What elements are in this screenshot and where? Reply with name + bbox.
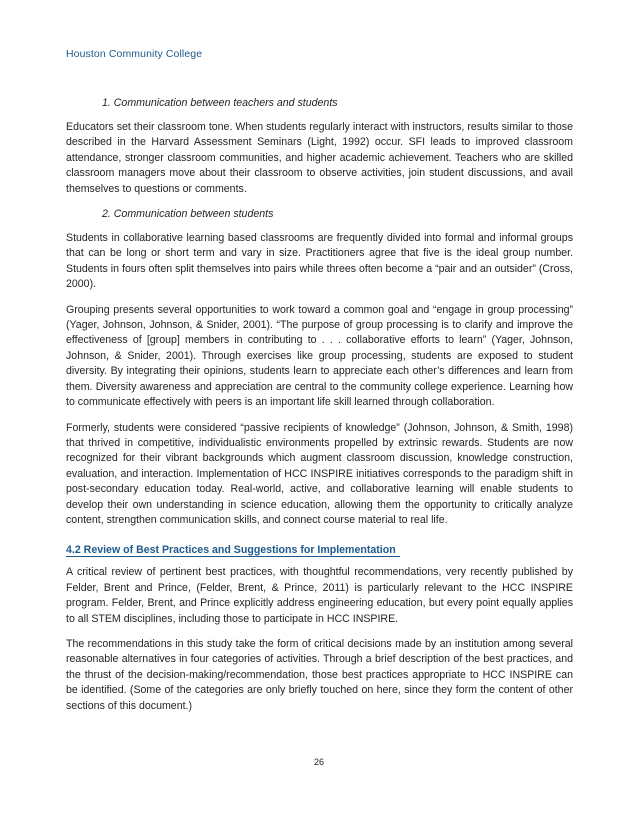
page-number: 26 (313, 757, 324, 767)
document-body (66, 96, 573, 724)
subheading-teacher-communication: 1. Communication between teachers and students (102, 97, 338, 109)
section-heading-4-2: 4.2 Review of Best Practices and Suggestions for Implementation (66, 544, 400, 557)
paragraph-critical-review: A critical review of pertinent best practices, with thoughtful recommendations, very recently published by Felder, Brent and Prince, (Felder, Brent, & Prince, 2011) is particularly relevant to the HCC INSPIRE program. Felder, Brent, and Prince explicitly address engineering education, but every point equally applies to all STEM disciplines, including those to participate in HCC INSPIRE. (66, 566, 573, 625)
paragraph-groups: Students in collaborative learning based classrooms are frequently divided into formal and informal groups that can be long or short term and vary in size. Practitioners agree that five is the ideal group number. Students in fours often split themselves into pairs while threes often become a “pair and an outsider” (Cross, 2000). (66, 232, 573, 291)
paragraph-educators: Educators set their classroom tone. When students regularly interact with instructors, results similar to those described in the Harvard Assessment Seminars (Light, 1992) occur. SFI leads to improved classroom attendance, stronger classroom communities, and higher academic achievement. Teachers who are skilled classroom managers move about their classroom to observe activities, join student discussions, and avail themselves to questions or comments. (66, 121, 573, 195)
paragraph-grouping: Grouping presents several opportunities to work toward a common goal and “engage in group processing” (Yager, Johnson, Johnson, & Snider, 2001). “The purpose of group processing is to clarify and improve the effectiveness of [group] members in contributing to . . . collaborative efforts to learn” (Yager, Johnson, Johnson, & Snider, 2001). Through exercises like group processing, students are exposed to student diversity. By integrating their opinions, students learn to appreciate each other’s differences and learn from them. Diversity awareness and appreciation are central to the community college experience. Learning how to communicate effectively with peers is an important life skill learned through collaboration. (66, 303, 573, 409)
paragraph-formerly: Formerly, students were considered “passive recipients of knowledge” (Johnson, Johnson, & Smith, 1998) that thrived in competitive, individualistic environments propelled by extrinsic rewards. Students are now recognized for their vibrant backgrounds which augment classroom discussion, knowledge construction, evaluation, and interaction. Implementation of HCC INSPIRE initiatives corresponds to the paradigm shift in post-secondary education today. Real-world, active, and collaborative learning will enable students to develop their own understanding in science education, allowing them the opportunity to critically analyze content, strengthen communication skills, and connect course material to real life. (66, 421, 573, 526)
document-header: Houston Community College (66, 48, 203, 60)
subheading-student-communication: 2. Communication between students (102, 208, 274, 221)
paragraph-recommendations: The recommendations in this study take the form of critical decisions made by an institution among several reasonable alternatives in four categories of activities. Through a brief description of the best practices, and the thrust of the decision-making/recommendation, those best practices appropriate to HCC INSPIRE can be identified. (Some of the categories are only briefly touched on here, since they form the content of other sections of this document.) (66, 637, 573, 712)
